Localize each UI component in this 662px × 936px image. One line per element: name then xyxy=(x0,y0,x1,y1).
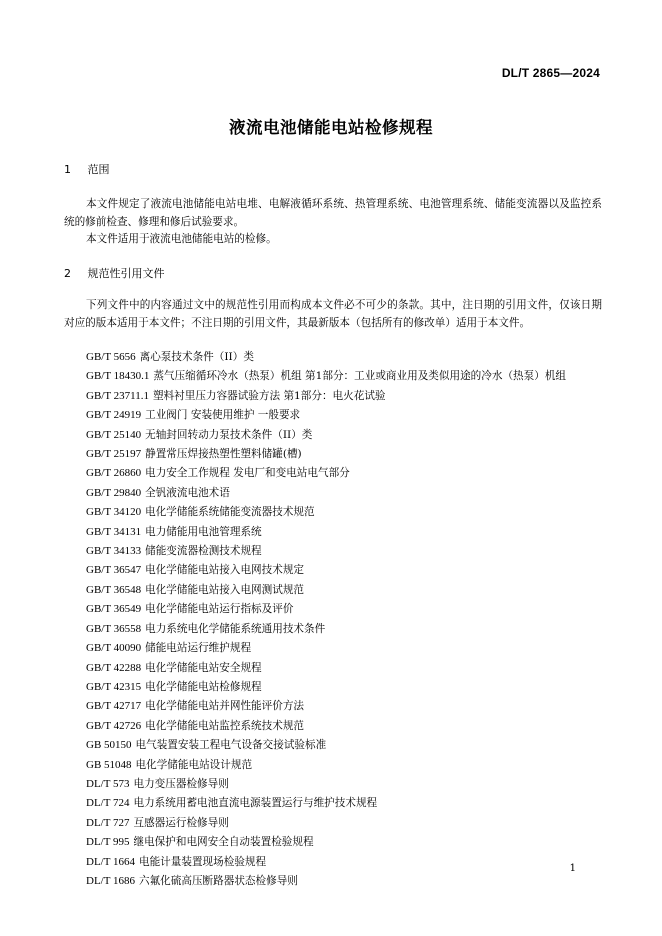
reference-item xyxy=(64,872,604,891)
reference-item xyxy=(64,503,604,522)
reference-item xyxy=(64,717,604,736)
reference-title: 电力变压器检修导则 xyxy=(133,777,229,790)
reference-title: 无轴封回转动力泵技术条件（II）类 xyxy=(145,428,313,441)
reference-item xyxy=(64,794,604,813)
reference-item xyxy=(64,814,604,833)
reference-title: 电力系统电化学储能系统通用技术条件 xyxy=(145,622,326,635)
reference-item xyxy=(64,523,604,542)
reference-item xyxy=(64,561,604,580)
scope-paragraph-2: 本文件适用于液流电池储能电站的检修。 xyxy=(86,233,277,245)
reference-item xyxy=(64,484,604,503)
reference-code: GB/T 34120 xyxy=(86,506,142,519)
reference-title: 电化学储能电站监控系统技术规范 xyxy=(145,719,305,732)
section-1-number: 1 xyxy=(64,163,71,176)
reference-title: 电能计量装置现场检验规程 xyxy=(139,855,267,868)
reference-item xyxy=(64,775,604,794)
reference-title: 电化学储能系统储能变流器技术规范 xyxy=(145,506,315,519)
normative-references-intro: 下列文件中的内容通过文中的规范性引用而构成本文件必不可少的条款。其中，注日期的引用文件，仅该日期对应的版本适用于本文件；不注日期的引用文件，其最新版本（包括所有的修改单）适用于本文件。 xyxy=(64,299,602,329)
reference-code: GB/T 36548 xyxy=(86,583,142,596)
reference-title: 全钒液流电池术语 xyxy=(145,486,230,499)
reference-code: DL/T 995 xyxy=(86,836,130,849)
reference-title: 塑料衬里压力容器试验方法 第1部分：电火花试验 xyxy=(152,389,386,402)
reference-code: GB/T 36549 xyxy=(86,603,142,616)
reference-code: DL/T 1686 xyxy=(86,874,135,887)
page-number: 1 xyxy=(569,863,576,874)
reference-title: 六氟化硫高压断路器状态检修导则 xyxy=(139,874,298,887)
section-2-title: 规范性引用文件 xyxy=(87,267,165,280)
reference-title: 电化学储能电站运行指标及评价 xyxy=(145,603,294,616)
reference-item xyxy=(64,426,604,445)
scope-paragraph-1: 本文件规定了液流电池储能电站电堆、电解液循环系统、热管理系统、电池管理系统、储能变流器以及监控系统的修前检查、修理和修后试验要求。 xyxy=(64,198,602,228)
reference-code: GB/T 25197 xyxy=(86,448,142,461)
reference-item xyxy=(64,678,604,697)
reference-item xyxy=(64,620,604,639)
reference-code: DL/T 1664 xyxy=(86,855,135,868)
reference-list xyxy=(64,348,604,891)
reference-title: 电气装置安装工程电气设备交接试验标准 xyxy=(135,739,327,752)
document-title: 液流电池储能电站检修规程 xyxy=(229,118,433,137)
reference-title: 蒸气压缩循环冷水（热泵）机组 第1部分：工业或商业用及类似用途的冷水（热泵）机组 xyxy=(153,370,567,383)
section-1-title: 范围 xyxy=(87,163,110,176)
reference-item xyxy=(64,600,604,619)
reference-code: GB/T 42288 xyxy=(86,661,142,674)
reference-code: DL/T 724 xyxy=(86,797,130,810)
reference-title: 电力系统用蓄电池直流电源装置运行与维护技术规程 xyxy=(133,797,378,810)
reference-code: GB/T 23711.1 xyxy=(86,389,149,402)
document-code: DL/T 2865—2024 xyxy=(501,66,600,80)
reference-code: GB/T 34133 xyxy=(86,545,142,558)
reference-code: GB/T 5656 xyxy=(86,351,136,363)
reference-item xyxy=(64,542,604,561)
reference-code: DL/T 727 xyxy=(86,816,130,829)
reference-code: GB 51048 xyxy=(86,758,132,771)
reference-title: 电化学储能电站并网性能评价方法 xyxy=(145,700,305,713)
reference-item xyxy=(64,756,604,775)
section-2-number: 2 xyxy=(64,267,71,280)
reference-item xyxy=(64,406,604,425)
reference-title: 电化学储能电站检修规程 xyxy=(145,680,262,693)
reference-code: GB/T 42726 xyxy=(86,719,142,732)
reference-title: 电化学储能电站安全规程 xyxy=(145,661,262,674)
reference-title: 电化学储能电站接入电网测试规范 xyxy=(145,583,305,596)
reference-code: GB/T 42717 xyxy=(86,700,142,713)
reference-item xyxy=(64,853,604,872)
reference-item xyxy=(64,464,604,483)
reference-item xyxy=(64,659,604,678)
reference-item xyxy=(64,581,604,600)
reference-title: 继电保护和电网安全自动装置检验规程 xyxy=(133,836,314,849)
reference-item xyxy=(64,639,604,658)
reference-code: GB/T 25140 xyxy=(86,428,142,441)
reference-code: GB 50150 xyxy=(86,739,132,752)
reference-code: GB/T 40090 xyxy=(86,642,142,655)
reference-title: 电化学储能电站设计规范 xyxy=(135,758,253,771)
reference-title: 静置常压焊接热塑性塑料储罐(槽) xyxy=(145,448,302,461)
reference-title: 电力储能用电池管理系统 xyxy=(145,525,262,538)
reference-code: GB/T 36558 xyxy=(86,622,142,635)
section-2-heading xyxy=(64,265,165,281)
reference-item xyxy=(64,736,604,755)
reference-item xyxy=(64,367,604,386)
reference-title: 离心泵技术条件（II）类 xyxy=(139,351,254,363)
reference-title: 储能电站运行维护规程 xyxy=(145,642,252,655)
reference-code: GB/T 34131 xyxy=(86,525,142,538)
reference-title: 电化学储能电站接入电网技术规定 xyxy=(145,564,305,577)
reference-code: GB/T 42315 xyxy=(86,680,142,693)
section-1-heading xyxy=(64,161,110,177)
reference-code: GB/T 24919 xyxy=(86,409,142,422)
reference-title: 互感器运行检修导则 xyxy=(133,816,229,829)
reference-code: GB/T 36547 xyxy=(86,564,142,577)
reference-title: 电力安全工作规程 发电厂和变电站电气部分 xyxy=(145,467,350,480)
reference-item xyxy=(64,387,604,406)
reference-code: GB/T 26860 xyxy=(86,467,142,480)
reference-title: 储能变流器检测技术规程 xyxy=(145,545,262,558)
reference-item xyxy=(64,697,604,716)
reference-code: DL/T 573 xyxy=(86,777,130,790)
reference-item xyxy=(64,348,604,367)
reference-code: GB/T 29840 xyxy=(86,486,142,499)
reference-code: GB/T 18430.1 xyxy=(86,370,150,383)
reference-title: 工业阀门 安装使用维护 一般要求 xyxy=(145,409,301,422)
reference-item xyxy=(64,833,604,852)
reference-item xyxy=(64,445,604,464)
